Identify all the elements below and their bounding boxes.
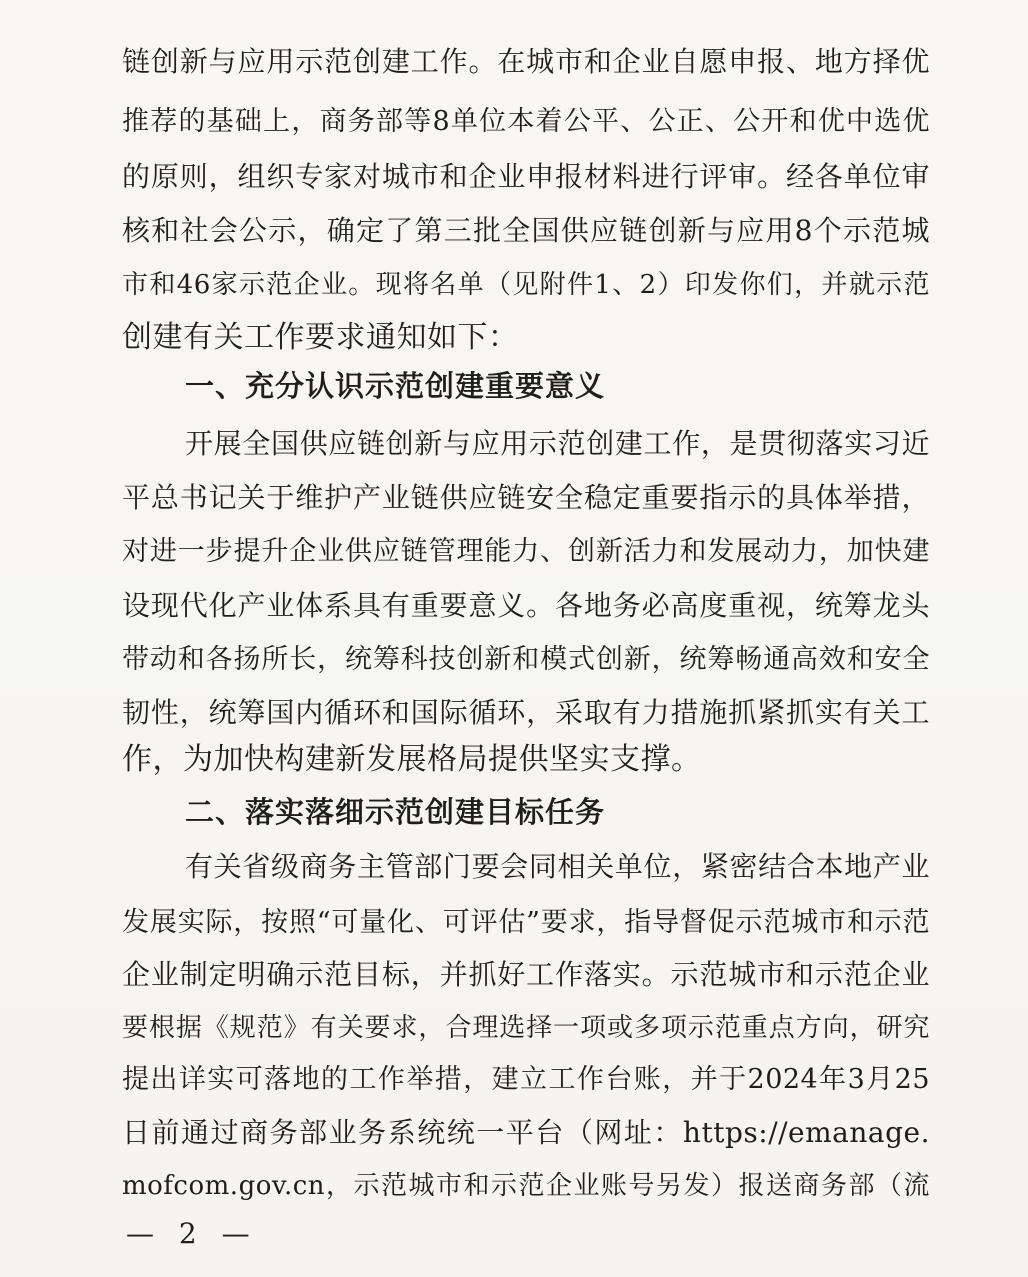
paragraph-line: 创建有关工作要求通知如下： bbox=[122, 320, 519, 355]
paragraph-line: 设现代化产业体系具有重要意义。各地务必高度重视，统筹龙头 bbox=[122, 589, 930, 622]
paragraph-line: 平总书记关于维护产业链供应链安全稳定重要指示的具体举措， bbox=[122, 481, 930, 514]
paragraph-line: 核和社会公示，确定了第三批全国供应链创新与应用8个示范城 bbox=[122, 214, 930, 247]
paragraph-line: 市和46家示范企业。现将名单（见附件1、2）印发你们，并就示范 bbox=[122, 270, 930, 300]
paragraph-line: 提出详实可落地的工作举措，建立工作台账，并于2024年3月25 bbox=[122, 1064, 930, 1095]
paragraph-line: 企业制定明确示范目标，并抓好工作落实。示范城市和示范企业 bbox=[122, 958, 930, 991]
paragraph-line: 发展实际，按照“可量化、可评估”要求，指导督促示范城市和示范 bbox=[122, 907, 930, 938]
paragraph-line: 日前通过商务部业务系统统一平台（网址：https://emanage. bbox=[122, 1116, 930, 1149]
section-heading-2: 二、落实落细示范创建目标任务 bbox=[185, 795, 606, 829]
paragraph-line: 对进一步提升企业供应链管理能力、创新活力和发展动力，加快建 bbox=[122, 536, 930, 567]
paragraph-line: 推荐的基础上，商务部等8单位本着公平、公正、公开和优中选优 bbox=[122, 106, 930, 137]
paragraph-line: 作，为加快构建新发展格局提供坚实支撑。 bbox=[122, 742, 702, 777]
paragraph-line: 有关省级商务主管部门要会同相关单位，紧密结合本地产业 bbox=[185, 850, 930, 883]
paragraph-line: mofcom.gov.cn，示范城市和示范企业账号另发）报送商务部（流 bbox=[122, 1171, 930, 1201]
paragraph-line: 开展全国供应链创新与应用示范创建工作，是贯彻落实习近 bbox=[185, 427, 930, 460]
paragraph-line: 带动和各扬所长，统筹科技创新和模式创新，统筹畅通高效和安全 bbox=[122, 644, 930, 675]
paragraph-line: 链创新与应用示范创建工作。在城市和企业自愿申报、地方择优 bbox=[122, 45, 930, 78]
paragraph-line: 要根据《规范》有关要求，合理选择一项或多项示范重点方向，研究 bbox=[122, 1013, 930, 1043]
page-number: — 2 — bbox=[126, 1217, 258, 1250]
paragraph-line: 的原则，组织专家对城市和企业申报材料进行评审。经各单位审 bbox=[122, 160, 930, 193]
paragraph-line: 韧性，统筹国内循环和国际循环，采取有力措施抓紧抓实有关工 bbox=[122, 696, 930, 729]
section-heading-1: 一、充分认识示范创建重要意义 bbox=[185, 369, 606, 403]
